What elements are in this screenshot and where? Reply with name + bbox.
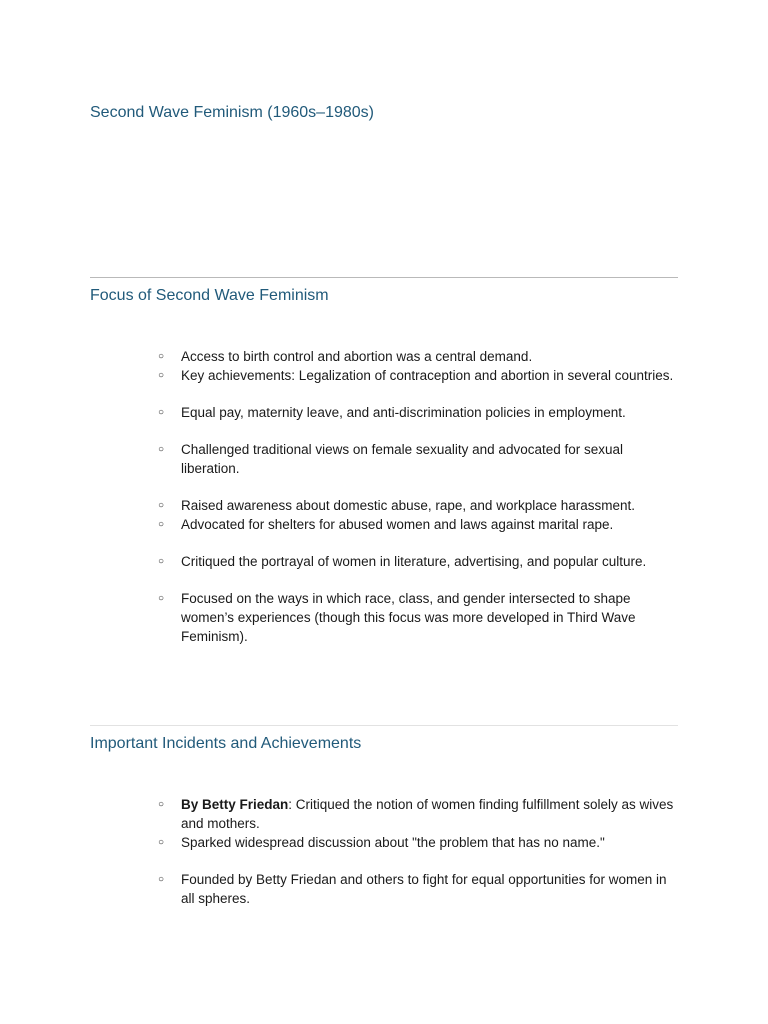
incidents-bullet-list [0,795,768,908]
list-item-text: Founded by Betty Friedan and others to fight for equal opportunities for women in all spheres. [181,872,667,906]
section-divider [90,277,678,278]
list-item [0,833,681,852]
list-item [0,515,681,534]
list-item-text: Challenged traditional views on female sexuality and advocated for sexual liberation. [181,442,624,476]
hollow-circle-bullet-icon: ○ [158,519,165,530]
list-item-text: Critiqued the portrayal of women in literature, advertising, and popular culture. [181,554,647,569]
page-title: Second Wave Feminism (1960s–1980s) [90,104,374,121]
hollow-circle-bullet-icon: ○ [158,444,165,455]
list-item-text: Advocated for shelters for abused women and laws against marital rape. [181,517,614,532]
list-item-text: Sparked widespread discussion about "the problem that has no name." [181,835,605,850]
hollow-circle-bullet-icon: ○ [158,500,165,511]
focus-bullet-list [0,347,768,646]
list-item [0,496,681,515]
list-item [0,589,681,646]
hollow-circle-bullet-icon: ○ [158,351,165,362]
list-item-bold-lead: By Betty Friedan [181,797,289,812]
hollow-circle-bullet-icon: ○ [158,556,165,567]
list-item-text: Raised awareness about domestic abuse, rape, and workplace harassment. [181,498,636,513]
list-item-text: Access to birth control and abortion was a central demand. [181,349,533,364]
list-item [0,347,681,366]
hollow-circle-bullet-icon: ○ [158,874,165,885]
list-item-text: Equal pay, maternity leave, and anti-discrimination policies in employment. [181,405,626,420]
list-item-text: Focused on the ways in which race, class, and gender intersected to shape women’s experiences (though this focus was more developed in Third Wave Feminism). [181,591,636,644]
list-item-text: : Critiqued the notion of women finding fulfillment solely as wives and mothers. [181,797,674,831]
hollow-circle-bullet-icon: ○ [158,799,165,810]
section-heading-incidents: Important Incidents and Achievements [90,735,362,752]
section-divider [90,725,678,726]
hollow-circle-bullet-icon: ○ [158,837,165,848]
list-item [0,795,681,833]
hollow-circle-bullet-icon: ○ [158,370,165,381]
list-item-text: Key achievements: Legalization of contraception and abortion in several countries. [181,368,674,383]
hollow-circle-bullet-icon: ○ [158,407,165,418]
list-item [0,870,681,908]
hollow-circle-bullet-icon: ○ [158,593,165,604]
list-item [0,440,681,478]
list-item [0,366,681,385]
section-heading-focus: Focus of Second Wave Feminism [90,287,329,304]
list-item [0,552,681,571]
list-item [0,403,681,422]
